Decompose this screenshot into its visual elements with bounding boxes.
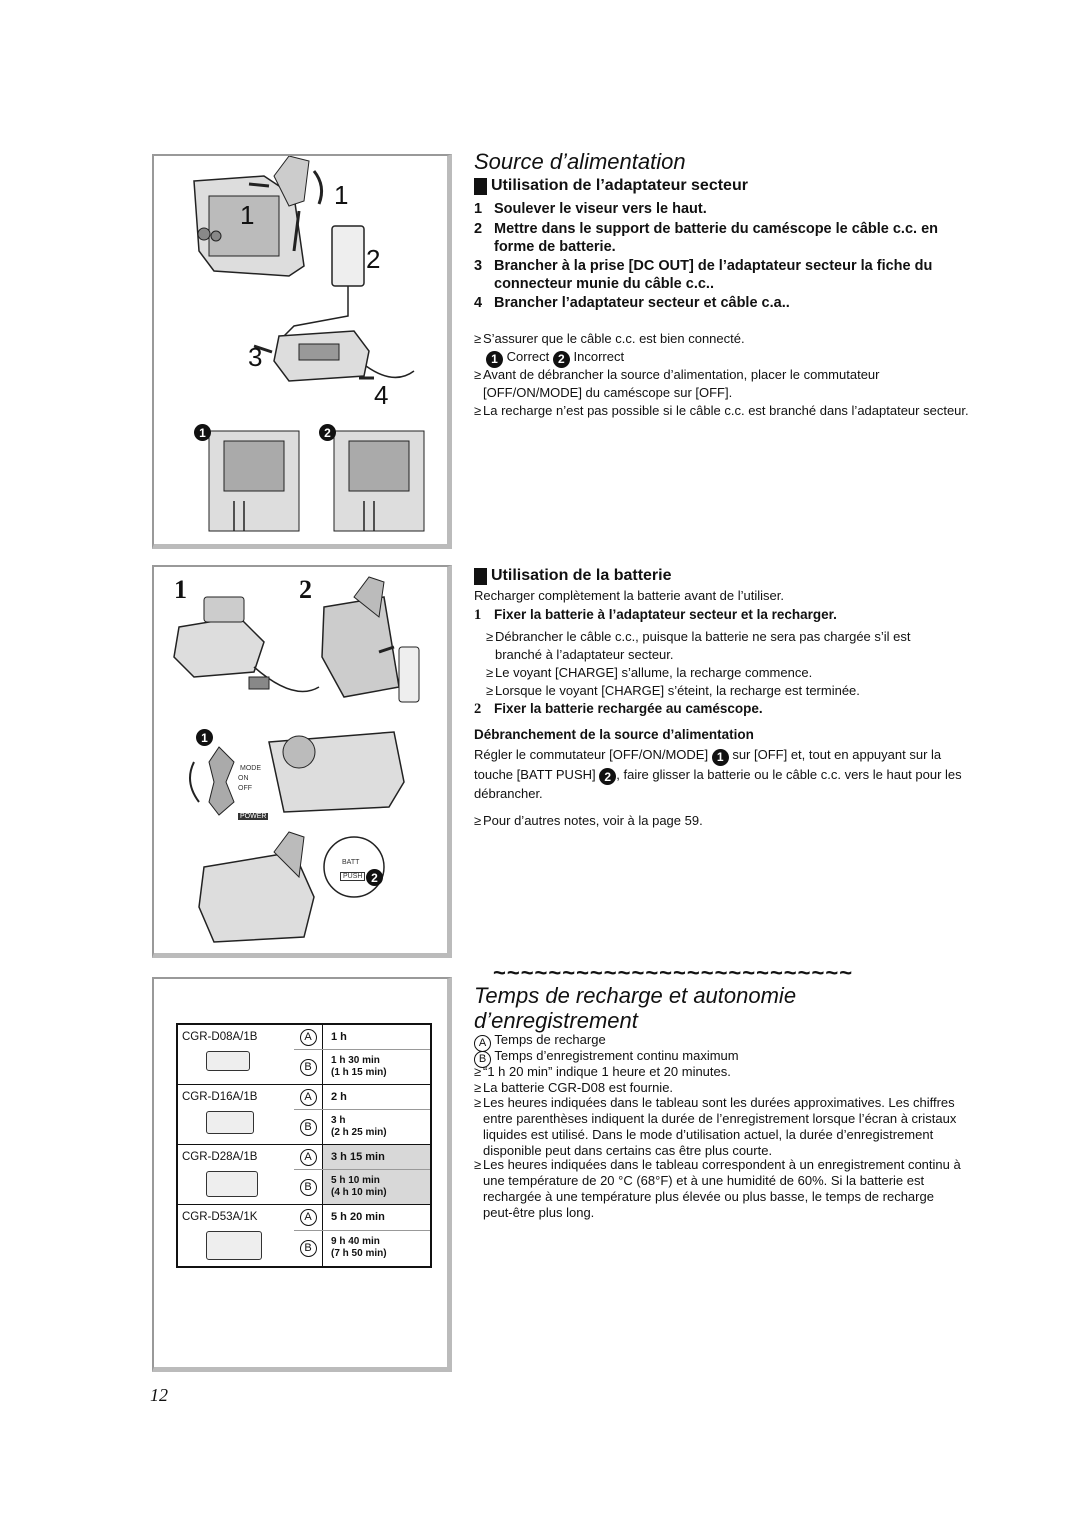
off-label: OFF	[238, 785, 252, 792]
ac-step-4	[474, 294, 974, 312]
battery-model: CGR-D53A/1K	[182, 1211, 258, 1223]
fig2-mark-1: 1	[196, 729, 213, 746]
marker-a: A	[300, 1029, 317, 1046]
detach-text	[474, 746, 969, 803]
batt-label: BATT	[342, 859, 360, 866]
time-note-3: ≥ Les heures indiquées dans le tableau sont les durées approximatives. Les chiffres entre parenthèses indiquent la durée de l’enregistrement lorsque l’écran à cristaux liquides est utilisé. Dans le mode d’utilisation actuel, la durée d’enregistrement disponible peut dans certains cas être plus courte.	[474, 1095, 966, 1159]
subtitle-battery	[474, 567, 671, 585]
other-notes: ≥ Pour d’autres notes, voir à la page 59.	[474, 812, 954, 830]
battery-model-cell	[177, 1145, 294, 1205]
marker-b-cell	[294, 1170, 323, 1205]
ac-note-3: ≥ La recharge n’est pas possible si le câble c.c. est branché dans l’adaptateur secteur.	[474, 403, 969, 418]
ac-step-1	[474, 200, 974, 218]
subtitle-ac-adaptor-text: Utilisation de l’adaptateur secteur	[491, 177, 748, 194]
illustration-panel-ac-adaptor	[152, 154, 452, 549]
battery-step-number: 2	[474, 701, 482, 717]
correct-label: Correct	[506, 349, 550, 364]
battery-step-2	[474, 700, 974, 718]
section-divider-tilde: ~~~~~~~~~~~~~~~~~~~~~~~~~~	[493, 960, 854, 985]
battery-model: CGR-D08A/1B	[182, 1031, 258, 1043]
subtitle-battery-text: Utilisation de la batterie	[491, 567, 672, 584]
marker-b: B	[300, 1119, 317, 1136]
marker-b: B	[300, 1059, 317, 1076]
fig1-num-4: 4	[374, 380, 389, 410]
camcorder-ac-adaptor-illustration	[154, 156, 444, 541]
correct-mark: 1	[486, 351, 503, 368]
battery-model: CGR-D16A/1B	[182, 1091, 258, 1103]
recording-time-cell	[323, 1110, 432, 1145]
section-title-power-source: Source d’alimentation	[474, 149, 686, 174]
ac-note-3-text: La recharge n’est pas possible si le câble c.c. est branché dans l’adaptateur secteur.	[483, 403, 969, 418]
battery-model-cell	[177, 1205, 294, 1268]
recording-time: 3 h	[331, 1115, 346, 1126]
other-notes-text: Pour d’autres notes, voir à la page 59.	[483, 813, 703, 828]
marker-a-cell	[294, 1205, 323, 1231]
recording-time: 5 h 10 min	[331, 1175, 380, 1186]
battery-step-1-text: Fixer la batterie à l’adaptateur secteur et la recharger.	[494, 607, 837, 622]
ac-note-2: ≥ Avant de débrancher la source d’alimentation, placer le commutateur [OFF/ON/MODE] du caméscope sur [OFF].	[474, 366, 964, 402]
battery-icon	[206, 1051, 250, 1071]
marker-a-cell	[294, 1024, 323, 1050]
recording-time: 1 h 30 min	[331, 1055, 380, 1066]
charge-time: 5 h 20 min	[323, 1205, 432, 1231]
incorrect-label: Incorrect	[573, 349, 625, 364]
battery-row-charge	[177, 1205, 431, 1231]
ac-note-2-text: Avant de débrancher la source d’alimentation, placer le commutateur [OFF/ON/MODE] du caméscope sur [OFF].	[483, 367, 880, 400]
ac-step-number: 4	[474, 295, 483, 311]
battery-note-3: ≥ Lorsque le voyant [CHARGE] s’éteint, la recharge est terminée.	[486, 682, 956, 700]
marker-b: B	[300, 1179, 317, 1196]
ac-step-number: 1	[474, 201, 483, 217]
ac-step-number: 2	[474, 221, 483, 237]
incorrect-mark: 2	[553, 351, 570, 368]
battery-model-cell	[177, 1085, 294, 1145]
mode-label: MODE	[240, 765, 261, 772]
battery-model: CGR-D28A/1B	[182, 1151, 258, 1163]
marker-a: A	[300, 1209, 317, 1226]
fig1-num-2: 2	[366, 244, 381, 274]
time-note-1: ≥ “1 h 20 min” indique 1 heure et 20 minutes.	[474, 1063, 964, 1081]
ac-step-number: 3	[474, 258, 483, 274]
fig1-num-1a: 1	[334, 180, 349, 210]
page-number: 12	[150, 1385, 168, 1405]
battery-icon	[206, 1231, 262, 1260]
marker-a: A	[300, 1089, 317, 1106]
section-title-charging-time-line1: Temps de recharge et autonomie	[474, 983, 797, 1008]
battery-note-1-text: Débrancher le câble c.c., puisque la batterie ne sera pas chargée s’il est branché à l’adaptateur secteur.	[495, 629, 911, 662]
battery-step-2-text: Fixer la batterie rechargée au caméscope.	[494, 701, 763, 716]
charge-time: 1 h	[323, 1024, 432, 1050]
square-bullet-icon	[474, 568, 487, 585]
fig1-mark-correct: 1	[194, 424, 211, 441]
ac-step-text: Mettre dans le support de batterie du caméscope le câble c.c. en forme de batterie.	[494, 221, 939, 255]
battery-intro: Recharger complètement la batterie avant de l’utiliser.	[474, 588, 784, 603]
battery-charging-illustration	[154, 567, 444, 952]
recording-time-lcd: (4 h 10 min)	[331, 1187, 387, 1198]
battery-model-cell	[177, 1024, 294, 1085]
fig1-mark-incorrect: 2	[319, 424, 336, 441]
detach-title: Débranchement de la source d’alimentation	[474, 727, 754, 742]
section-title-charging-time-line2: d’enregistrement	[474, 1008, 638, 1033]
marker-a-cell	[294, 1085, 323, 1110]
square-bullet-icon	[474, 178, 487, 195]
on-label: ON	[238, 775, 249, 782]
battery-row-charge	[177, 1085, 431, 1110]
time-note-2-text: La batterie CGR-D08 est fournie.	[483, 1080, 674, 1095]
recording-time-cell	[323, 1170, 432, 1205]
marker-a-cell	[294, 1145, 323, 1170]
marker-a: A	[300, 1149, 317, 1166]
subtitle-ac-adaptor	[474, 177, 748, 195]
detach-text-c: , faire glisser la batterie ou le câble c.c. vers le haut pour les débrancher.	[474, 766, 962, 801]
recording-time-cell	[323, 1050, 432, 1085]
battery-note-1: ≥ Débrancher le câble c.c., puisque la batterie ne sera pas chargée s’il est branché à l’adaptateur secteur.	[486, 628, 956, 664]
power-label: POWER	[240, 813, 267, 820]
detach-text-a: Régler le commutateur [OFF/ON/MODE]	[474, 747, 709, 762]
fig2-num-1: 1	[174, 575, 187, 604]
ac-step-text: Brancher l’adaptateur secteur et câble c.a..	[494, 295, 790, 311]
battery-icon	[206, 1171, 258, 1197]
recording-time-lcd: (7 h 50 min)	[331, 1248, 387, 1260]
time-note-3-text: Les heures indiquées dans le tableau sont les durées approximatives. Les chiffres entre parenthèses indiquent la durée de l’enregistrement lorsque l’écran à cristaux liquides est utilisé. Dans le mode d’utilisation actuel, la durée d’enregistrement disponible peut dans certains cas être plus courte.	[483, 1095, 957, 1158]
illustration-panel-battery	[152, 565, 452, 958]
marker-b-cell	[294, 1230, 323, 1267]
battery-row-charge	[177, 1024, 431, 1050]
correct-incorrect-legend	[486, 348, 624, 368]
recording-time: 9 h 40 min	[331, 1236, 380, 1248]
battery-step-number: 1	[474, 607, 482, 623]
time-note-4-text: Les heures indiquées dans le tableau correspondent à un enregistrement continu à une température de 20 °C (68°F) et à une humidité de 60%. Si la batterie est rechargée à une température plus élevée ou plus basse, le temps de recharge peut-être plus long.	[483, 1157, 961, 1220]
push-label: PUSH	[340, 872, 365, 881]
ac-note-1: ≥ S’assurer que le câble c.c. est bien connecté.	[474, 330, 974, 348]
legend-a-text: Temps de recharge	[494, 1032, 606, 1047]
battery-row-charge	[177, 1145, 431, 1170]
marker-b-cell	[294, 1050, 323, 1085]
detach-text-b: sur [OFF] et, tout en appuyant sur la touche [BATT PUSH]	[474, 747, 942, 782]
battery-note-3-text: Lorsque le voyant [CHARGE] s’éteint, la recharge est terminée.	[495, 683, 860, 698]
time-note-4: ≥ Les heures indiquées dans le tableau correspondent à un enregistrement continu à une température de 20 °C (68°F) et à une humidité de 60%. Si la batterie est rechargée à une température plus élevée ou plus basse, le temps de recharge peut-être plus long.	[474, 1157, 966, 1221]
fig1-num-3: 3	[248, 342, 263, 372]
fig2-num-2: 2	[299, 575, 312, 604]
battery-icon	[206, 1111, 254, 1134]
ac-step-2	[474, 220, 964, 256]
marker-b: B	[474, 1051, 491, 1068]
battery-note-2: ≥ Le voyant [CHARGE] s’allume, la recharge commence.	[486, 664, 956, 682]
recording-time-lcd: (1 h 15 min)	[331, 1067, 387, 1078]
recording-time-cell	[323, 1230, 432, 1267]
battery-table	[176, 1023, 432, 1268]
legend-b-text: Temps d’enregistrement continu maximum	[494, 1048, 739, 1063]
battery-note-2-text: Le voyant [CHARGE] s’allume, la recharge commence.	[495, 665, 813, 680]
ac-step-3	[474, 257, 974, 293]
recording-time-lcd: (2 h 25 min)	[331, 1127, 387, 1138]
time-note-1-text: “1 h 20 min” indique 1 heure et 20 minutes.	[483, 1064, 731, 1079]
charge-time: 2 h	[323, 1085, 432, 1110]
detach-mark-1: 1	[712, 749, 729, 766]
marker-b-cell	[294, 1110, 323, 1145]
detach-mark-2: 2	[599, 768, 616, 785]
fig1-num-1b: 1	[240, 200, 255, 230]
marker-b: B	[300, 1240, 317, 1257]
fig2-mark-2: 2	[366, 869, 383, 886]
ac-note-1-text: S’assurer que le câble c.c. est bien connecté.	[483, 331, 745, 346]
battery-step-1	[474, 606, 974, 624]
marker-a: A	[474, 1035, 491, 1052]
time-note-2: ≥ La batterie CGR-D08 est fournie.	[474, 1079, 964, 1097]
battery-table-panel	[152, 977, 452, 1372]
ac-step-text: Soulever le viseur vers le haut.	[494, 201, 707, 217]
ac-step-text: Brancher à la prise [DC OUT] de l’adaptateur secteur la fiche du connecteur munie du câble c.c..	[494, 258, 933, 292]
charge-time: 3 h 15 min	[323, 1145, 432, 1170]
